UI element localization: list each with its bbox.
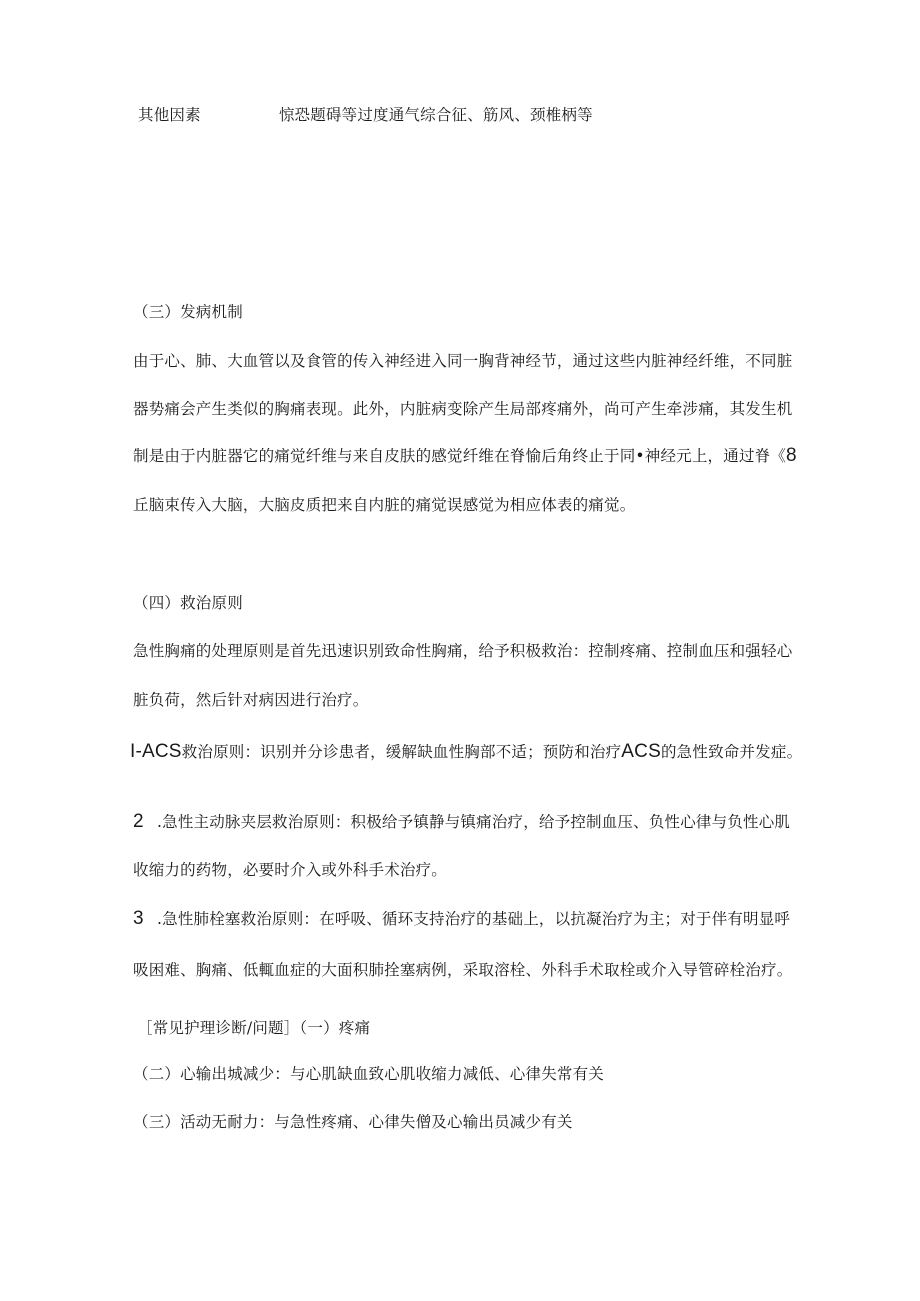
section3-line-3-text: 制是由于内脏器它的痛觉纤维与来自皮肤的感觉纤维在脊愉后角终止于同•神经元上，通过脊《 [133, 447, 787, 465]
dissection-line-2: 收缩力的药物，必要时介入或外科手术治疗。 [133, 861, 448, 879]
nursing-item-2: （二）心输出城减少：与心肌缺血致心肌收缩力减低、心律失常有关 [133, 1065, 605, 1083]
acs-mid: ACS [621, 741, 661, 762]
acs-text-a: 救治原则：识别并分诊患者，缓解缺血性胸部不适；预防和治疗 [181, 743, 622, 761]
section4-heading: （四）救治原则 [133, 594, 243, 612]
acs-principle [130, 741, 802, 763]
table-row-value: 惊恐题碍等过度通气综合征、筋风、颈椎柄等 [278, 106, 593, 124]
section3-line-4: 丘脑束传入大脑，大脑皮质把来自内脏的痛觉误感觉为相应体表的痛觉。 [133, 496, 636, 514]
dissection-text: .急性主动脉夹层救治原则：积极给予镇静与镇痛治疗，给予控制血压、负性心律与负性心肌 [157, 813, 791, 831]
section3-line-3-tail: 8 [786, 445, 797, 466]
section3-line-3 [133, 445, 797, 467]
table-row-label: 其他因素 [138, 106, 201, 124]
section3-line-1: 由于心、肺、大血管以及食管的传入神经进入同一胸背神经节，通过这些内脏神经纤维，不同脏 [133, 352, 793, 370]
nursing-title: ［常见护理诊断/问题］（一）疼痛 [137, 1019, 371, 1037]
section4-intro-2: 脏负荷，然后针对病因进行治疗。 [133, 691, 369, 709]
acs-text-b: 的急性致命并发症。 [660, 743, 803, 761]
pe-number: 3 [133, 908, 144, 929]
pe-line-1 [133, 908, 790, 930]
table-row [138, 104, 593, 126]
section3-line-2: 器势痛会产生类似的胸痛表现。此外，内脏病变除产生局部疼痛外，尚可产生牵涉痛，其发生机 [133, 400, 793, 418]
dissection-number: 2 [133, 811, 144, 832]
acs-prefix: I-ACS [130, 741, 182, 762]
pe-text: .急性肺栓塞救治原则：在呼吸、循环支持治疗的基础上，以抗凝治疗为主；对于伴有明显呼 [157, 910, 791, 928]
section4-intro-1: 急性胸痛的处理原则是首先迅速识别致命性胸痛，给予积极救治：控制疼痛、控制血压和强轻心 [133, 642, 793, 660]
section3-heading: （三）发病机制 [133, 303, 243, 321]
pe-line-2: 吸困难、胸痛、低輒血症的大面积肺拴塞病例，采取溶栓、外科手术取栓或介入导管碎栓治疗。 [133, 961, 793, 979]
nursing-item-3: （三）活动无耐力：与急性疼痛、心律失僧及心输出员减少有关 [133, 1113, 573, 1131]
dissection-line-1 [133, 811, 790, 833]
